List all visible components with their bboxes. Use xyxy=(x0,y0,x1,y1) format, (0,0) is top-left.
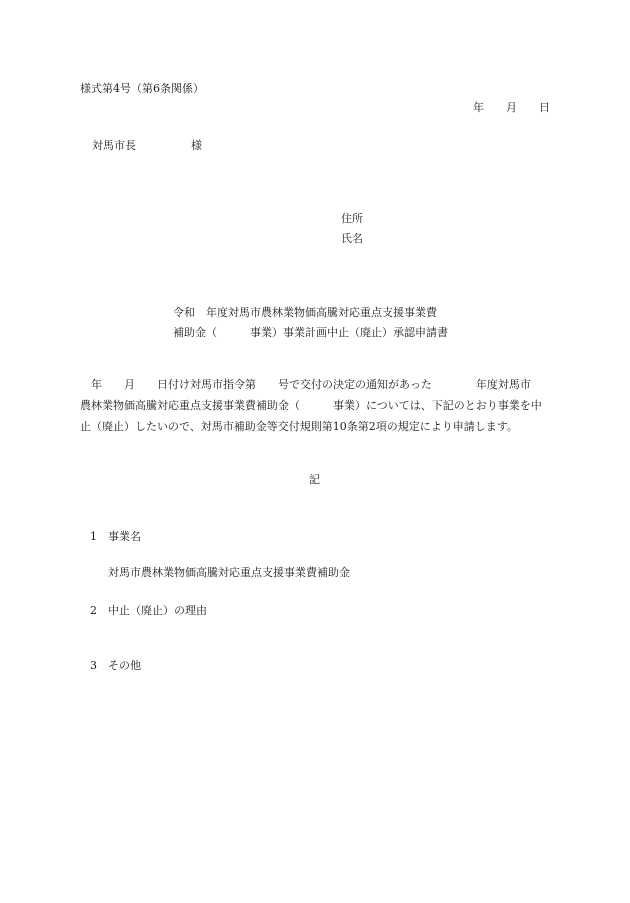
item-label: その他 xyxy=(108,659,141,672)
item-label: 事業名 xyxy=(108,530,141,543)
body-paragraph xyxy=(80,374,556,437)
item-label: 中止（廃止）の理由 xyxy=(108,604,207,617)
item-content: 対馬市農林業物価高騰対応重点支援事業費補助金 xyxy=(108,566,350,579)
item-number: 3 xyxy=(90,659,97,672)
date-line: 年 月 日 xyxy=(473,101,550,114)
body-line: 年 月 日付け対馬市指令第 号で交付の決定の通知があった 年度対馬市 xyxy=(80,378,531,391)
applicant-address-label: 住所 xyxy=(341,212,363,225)
addressee: 対馬市長 様 xyxy=(92,139,202,152)
document-title-line-1: 令和 年度対馬市農林業物価高騰対応重点支援事業費 xyxy=(173,306,437,319)
item-number: 1 xyxy=(90,530,97,543)
body-line: 農林業物価高騰対応重点支援事業費補助金（ 事業）については、下記のとおり事業を中 xyxy=(80,399,542,412)
applicant-name-label: 氏名 xyxy=(341,232,363,245)
form-number: 様式第4号（第6条関係） xyxy=(80,82,204,95)
ki-heading: 記 xyxy=(309,473,320,486)
document-title-line-2: 補助金（ 事業）事業計画中止（廃止）承認申請書 xyxy=(173,326,448,339)
item-number: 2 xyxy=(90,604,97,617)
body-line: 止（廃止）したいので、対馬市補助金等交付規則第10条第2項の規定により申請します。 xyxy=(80,420,518,433)
